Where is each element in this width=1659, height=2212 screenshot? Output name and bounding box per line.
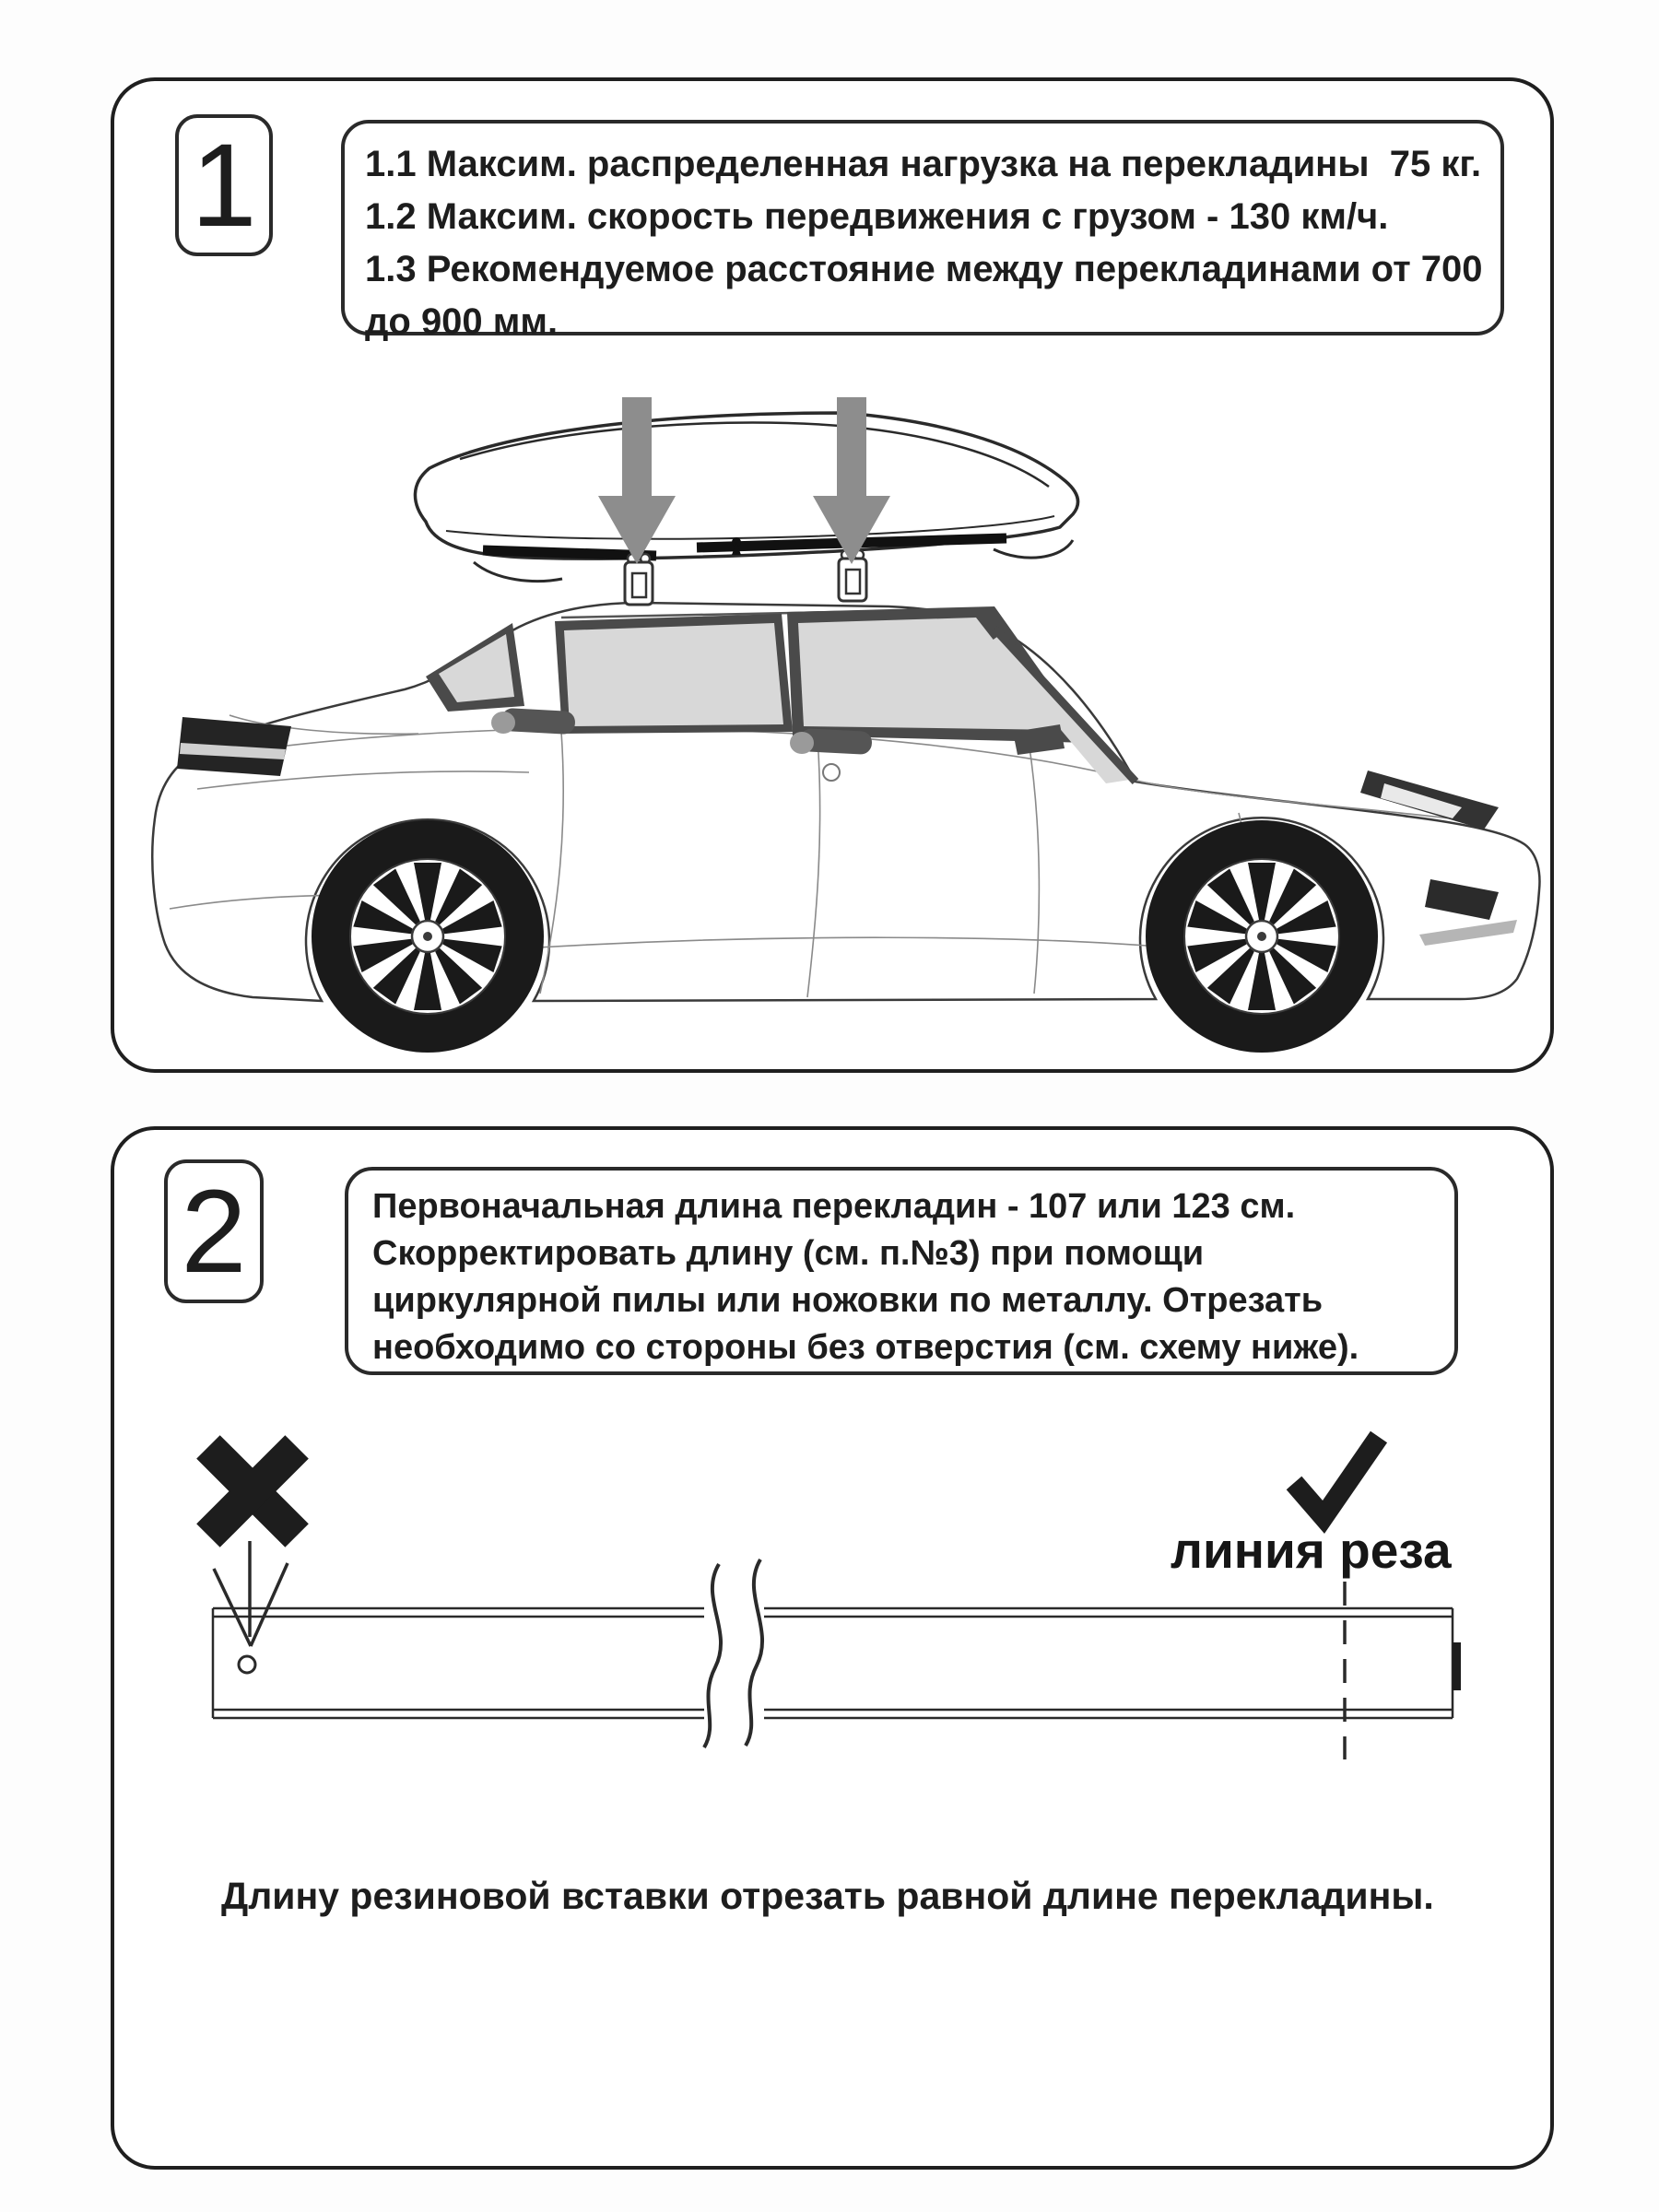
crossbar-profile xyxy=(213,1608,1453,1718)
check-mark-icon xyxy=(1294,1437,1379,1517)
step-1-instructions-box xyxy=(341,120,1504,342)
cross-mark-icon xyxy=(196,1435,309,1547)
crossbar-cutting-diagram xyxy=(170,1405,1552,1792)
break-symbol xyxy=(704,1559,762,1747)
instruction-line: необходимо со стороны без отверстия (см. схему ниже). xyxy=(372,1328,1359,1367)
step-2-number-box xyxy=(164,1159,264,1303)
rear-wheel xyxy=(312,820,544,1053)
panel-step-2 xyxy=(111,1126,1554,2170)
step-2-instructions-box xyxy=(345,1167,1458,1375)
hole-pointer-arrow xyxy=(214,1541,288,1646)
roof-box xyxy=(415,413,1077,582)
car-roof-box-illustration xyxy=(142,393,1561,1065)
cut-line-label: линия реза xyxy=(1171,1522,1452,1579)
step-1-number-box xyxy=(175,114,273,256)
instruction-line: 1.1 Максим. распределенная нагрузка на перекладины 75 кг. xyxy=(365,144,1482,184)
step-1-number: 1 xyxy=(191,119,257,252)
rubber-insert-note: Длину резиновой вставки отрезать равной длине перекладины. xyxy=(221,1875,1434,1917)
crossbar-hole xyxy=(239,1656,255,1673)
instruction-line: 1.2 Максим. скорость передвижения с грузом - 130 км/ч. xyxy=(365,196,1389,237)
front-wheel xyxy=(1146,820,1378,1053)
instruction-line: 1.3 Рекомендуемое расстояние между перекладинами от 700 xyxy=(365,249,1483,289)
instruction-line: циркулярной пилы или ножовки по металлу. Отрезать xyxy=(372,1281,1324,1320)
instruction-line: до 900 мм. xyxy=(365,301,559,342)
instruction-line: Скорректировать длину (см. п.№3) при помощи xyxy=(372,1234,1205,1273)
instruction-line: Первоначальная длина перекладин - 107 или 123 см. xyxy=(372,1187,1296,1226)
step-2-number: 2 xyxy=(181,1165,247,1298)
crossbar-end-tab xyxy=(1453,1642,1461,1690)
panel-step-1 xyxy=(111,77,1554,1073)
